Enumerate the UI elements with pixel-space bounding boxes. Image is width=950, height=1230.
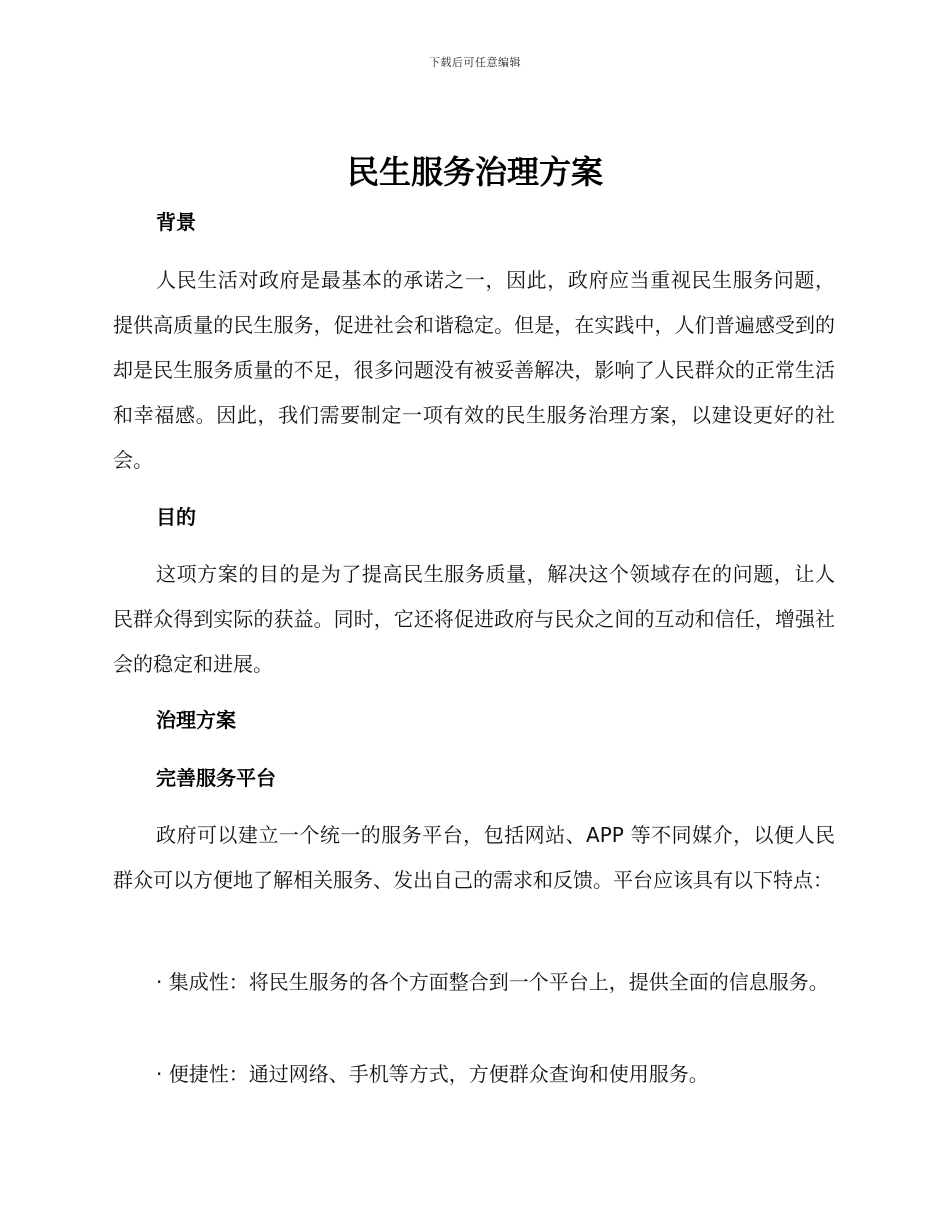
paragraph-platform: 政府可以建立一个统一的服务平台，包括网站、APP 等不同媒介，以便人民群众可以方便地了解相关服务、发出自己的需求和反馈。平台应该具有以下特点： <box>113 823 835 892</box>
section-heading-plan: 治理方案 <box>156 708 236 732</box>
section-heading-background: 背景 <box>156 210 196 234</box>
paragraph-background: 人民生活对政府是最基本的承诺之一，因此，政府应当重视民生服务问题，提供高质量的民生服务，促进社会和谐稳定。但是，在实践中，人们普遍感受到的却是民生服务质量的不足，很多问题没有被妥善解决，影响了人民群众的正常生活和幸福感。因此，我们需要制定一项有效的民生服务治理方案，以建设更好的社会。 <box>113 268 835 472</box>
bullet-item-convenience: · 便捷性：通过网络、手机等方式，方便群众查询和使用服务。 <box>156 1062 709 1086</box>
page-header-note: 下载后可任意编辑 <box>429 56 521 69</box>
document-title: 民生服务治理方案 <box>346 153 603 191</box>
subsection-heading-platform: 完善服务平台 <box>156 766 276 790</box>
bullet-item-integration: · 集成性：将民生服务的各个方面整合到一个平台上，提供全面的信息服务。 <box>156 970 829 994</box>
section-heading-purpose: 目的 <box>156 505 196 529</box>
paragraph-purpose: 这项方案的目的是为了提高民生服务质量，解决这个领域存在的问题，让人民群众得到实际的获益。同时，它还将促进政府与民众之间的互动和信任，增强社会的稳定和进展。 <box>113 562 835 676</box>
